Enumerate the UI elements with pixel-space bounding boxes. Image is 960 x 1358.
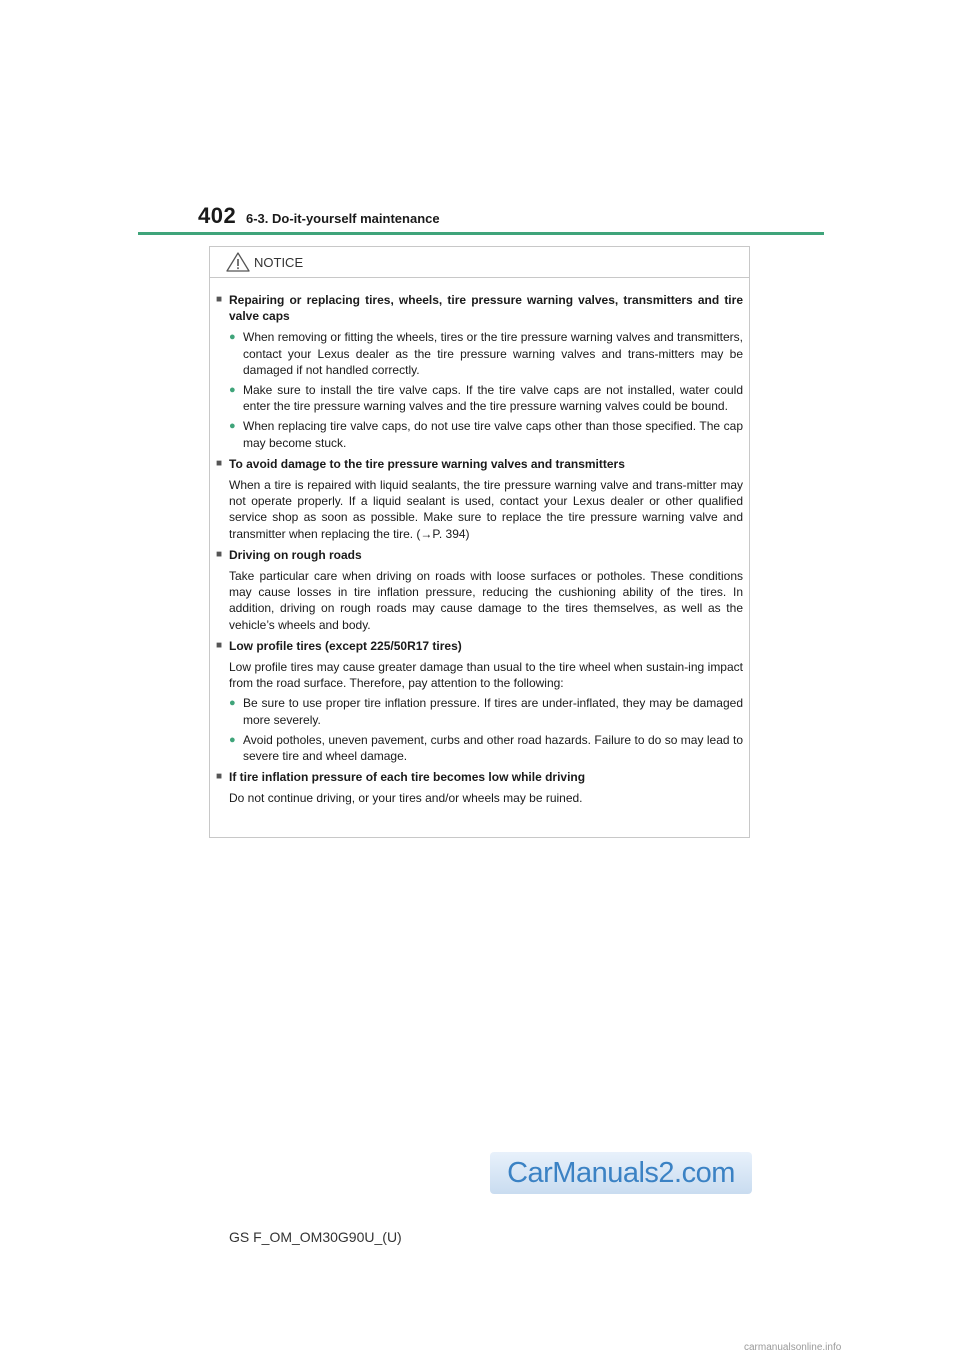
square-bullet-icon: ■ [216, 548, 223, 560]
section-heading [216, 292, 743, 324]
page-number: 402 [198, 203, 237, 228]
bullet-dot-icon: ● [229, 420, 236, 433]
section-heading-text: Low profile tires (except 225/50R17 tires) [229, 638, 462, 653]
notice-section [216, 456, 743, 542]
notice-box [209, 246, 750, 838]
watermark-bottom: carmanualsonline.info [744, 1342, 842, 1353]
watermark-logo [490, 1152, 752, 1194]
section-heading-text: Repairing or replacing tires, wheels, tire pressure warning valves, transmitters and tire valve caps [229, 293, 743, 324]
section-heading-text: Driving on rough roads [229, 547, 362, 562]
square-bullet-icon: ■ [216, 639, 223, 651]
notice-section [216, 547, 743, 633]
square-bullet-icon: ■ [216, 294, 223, 305]
bullet-dot-icon: ● [229, 331, 236, 344]
square-bullet-icon: ■ [216, 771, 223, 783]
section-heading [216, 456, 743, 472]
section-paragraph: Take particular care when driving on roads with loose surfaces or potholes. These conditions may cause losses in tire inflation pressure, reducing the cushioning ability of the tires. In addition, driving on rough roads may cause damage to the tires themselves, as well as the vehicle’s wheels and body. [229, 569, 743, 632]
bullet-text: Be sure to use proper tire inflation pressure. If tires are under-inflated, they may be damaged more severely. [243, 696, 743, 727]
bullet-text: When replacing tire valve caps, do not use tire valve caps other than those specified. The cap may become stuck. [243, 419, 743, 450]
notice-section [216, 292, 743, 451]
bullet-item [229, 695, 743, 727]
section-paragraph: When a tire is repaired with liquid sealants, the tire pressure warning valve and trans-mitter may not operate properly. If a liquid sealant is used, contact your Lexus dealer or other qualified service shop as soon as possible. Make sure to replace the tire pressure warning valve and transmitter when replacing the tire. (→P. 394) [229, 478, 743, 541]
bullet-item [229, 329, 743, 378]
section-heading [216, 769, 743, 785]
bullet-item [229, 382, 743, 414]
notice-body [210, 278, 749, 807]
warning-triangle-icon [226, 252, 250, 272]
section-heading [216, 547, 743, 563]
watermark-text: CarManuals2.com [507, 1156, 735, 1189]
bullet-dot-icon: ● [229, 384, 236, 397]
notice-header [210, 247, 749, 278]
notice-label: NOTICE [254, 255, 304, 270]
manual-code: GS F_OM_OM30G90U_(U) [229, 1229, 402, 1245]
section-paragraph: Low profile tires may cause greater damage than usual to the tire wheel when sustain-ing impact from the road surface. Therefore, pay attention to the following: [229, 660, 743, 691]
section-heading-text: To avoid damage to the tire pressure warning valves and transmitters [229, 456, 625, 471]
notice-section [216, 638, 743, 764]
section-title: 6-3. Do-it-yourself maintenance [246, 211, 440, 226]
notice-section [216, 769, 743, 806]
section-heading [216, 638, 743, 654]
header-rule [138, 232, 824, 235]
bullet-item [229, 418, 743, 450]
bullet-item [229, 732, 743, 764]
section-heading-text: If tire inflation pressure of each tire becomes low while driving [229, 770, 586, 785]
bullet-dot-icon: ● [229, 733, 236, 746]
bullet-text: When removing or fitting the wheels, tires or the tire pressure warning valves and transmitters, contact your Lexus dealer as the tire pressure warning valves and trans-mitters may be damaged if not handled correctly. [243, 330, 743, 377]
bullet-text: Avoid potholes, uneven pavement, curbs and other road hazards. Failure to do so may lead to severe tire and wheel damage. [243, 732, 743, 764]
section-paragraph: Do not continue driving, or your tires and/or wheels may be ruined. [229, 791, 583, 806]
bullet-text: Make sure to install the tire valve caps. If the tire valve caps are not installed, water could enter the tire pressure warning valves and the tire pressure warning valves could be bound. [243, 383, 743, 414]
bullet-dot-icon: ● [229, 697, 236, 710]
square-bullet-icon: ■ [216, 457, 223, 469]
